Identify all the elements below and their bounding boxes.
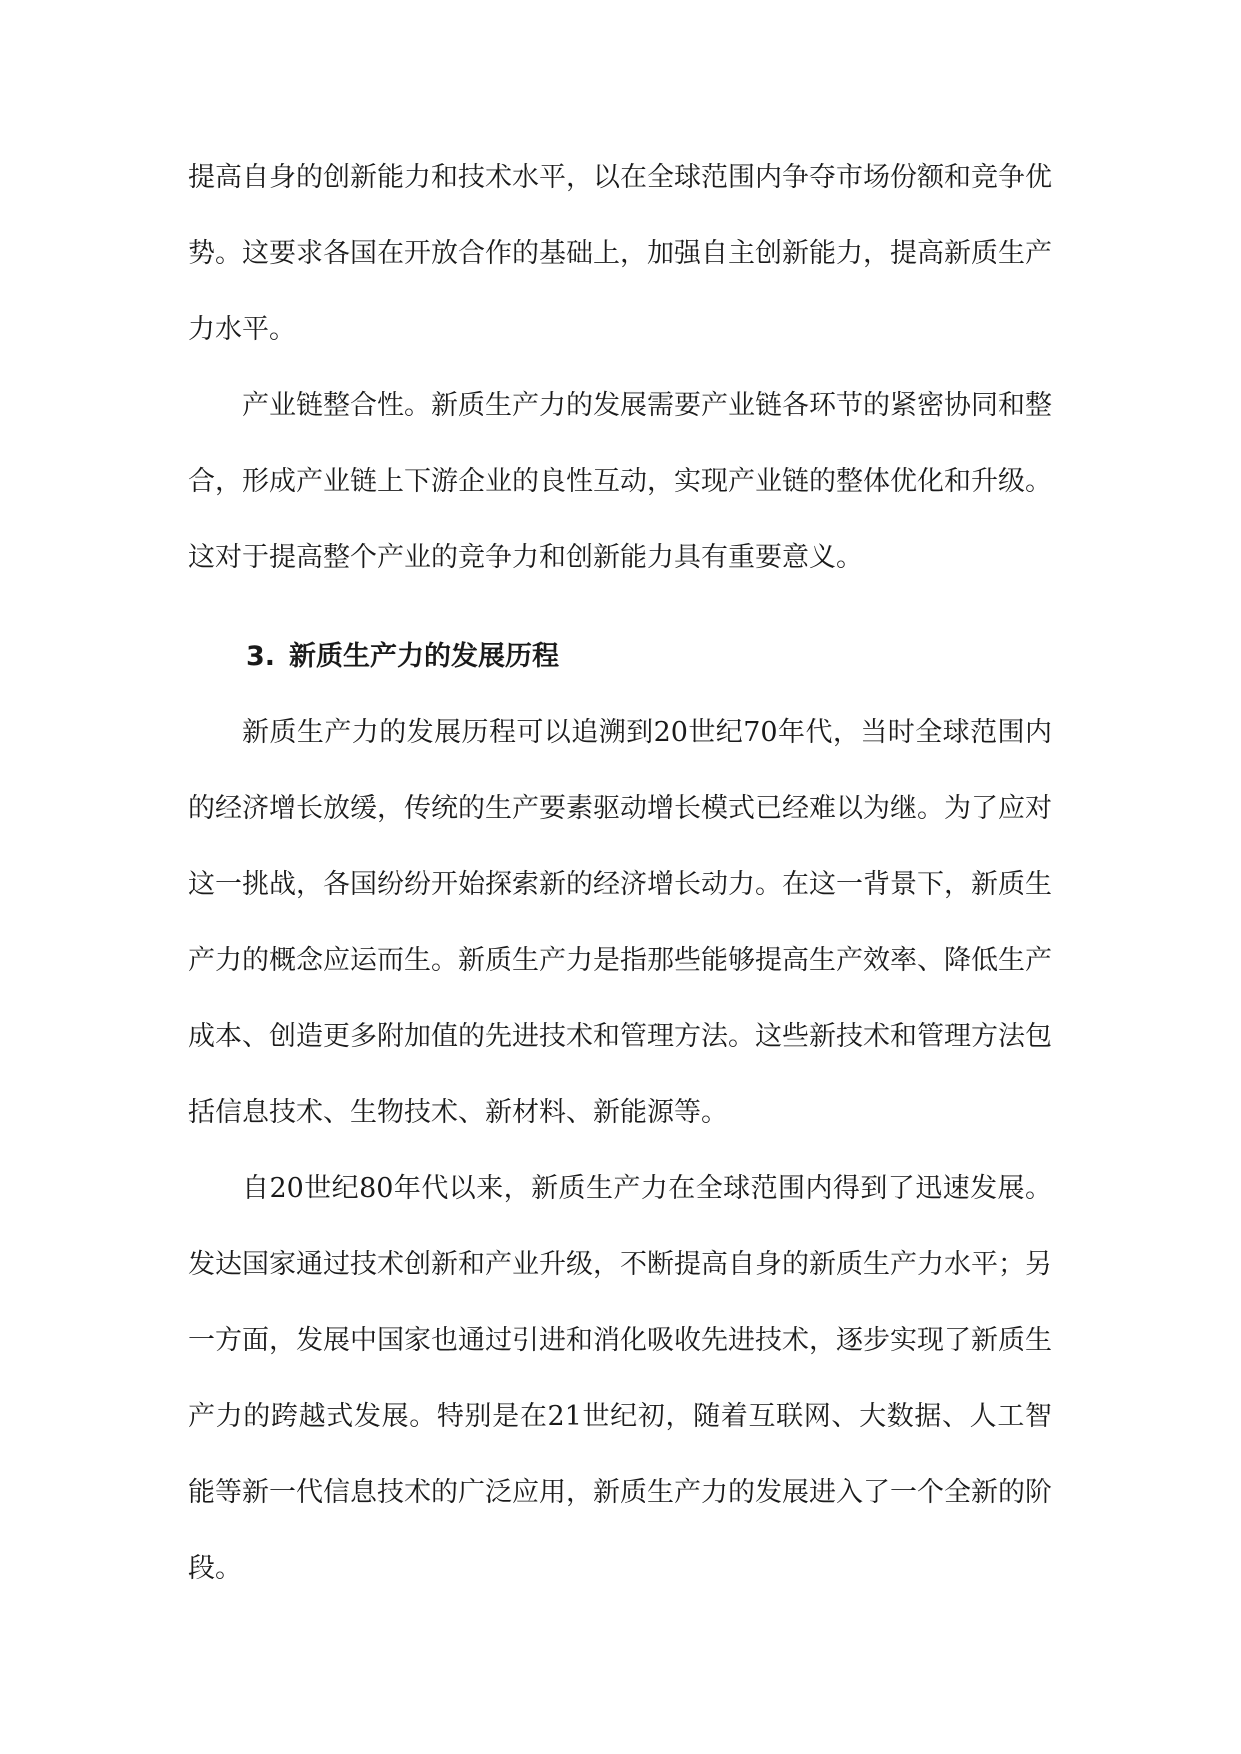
paragraph-history-origin: 新质生产力的发展历程可以追溯到20世纪70年代，当时全球范围内的经济增长放缓，传统的生产要素驱动增长模式已经难以为继。为了应对这一挑战，各国纷纷开始探索新的经济增长动力。在这一背景下，新质生产力的概念应运而生。新质生产力是指那些能够提高生产效率、降低生产成本、创造更多附加值的先进技术和管理方法。这些新技术和管理方法包括信息技术、生物技术、新材料、新能源等。 [188, 717, 1052, 1128]
paragraph-history-development: 自20世纪80年代以来，新质生产力在全球范围内得到了迅速发展。发达国家通过技术创新和产业升级，不断提高自身的新质生产力水平；另一方面，发展中国家也通过引进和消化吸收先进技术，逐步实现了新质生产力的跨越式发展。特别是在21世纪初，随着互联网、大数据、人工智能等新一代信息技术的广泛应用，新质生产力的发展进入了一个全新的阶段。 [188, 1173, 1052, 1584]
document-body [188, 140, 1052, 1607]
paragraph-industry-chain: 产业链整合性。新质生产力的发展需要产业链各环节的紧密协同和整合，形成产业链上下游企业的良性互动，实现产业链的整体优化和升级。这对于提高整个产业的竞争力和创新能力具有重要意义。 [188, 390, 1052, 573]
section-number: 3. [246, 641, 276, 672]
section-title: 新质生产力的发展历程 [289, 641, 560, 672]
paragraph-continued: 提高自身的创新能力和技术水平，以在全球范围内争夺市场份额和竞争优势。这要求各国在开放合作的基础上，加强自主创新能力，提高新质生产力水平。 [188, 162, 1052, 345]
section-heading [188, 619, 1052, 695]
